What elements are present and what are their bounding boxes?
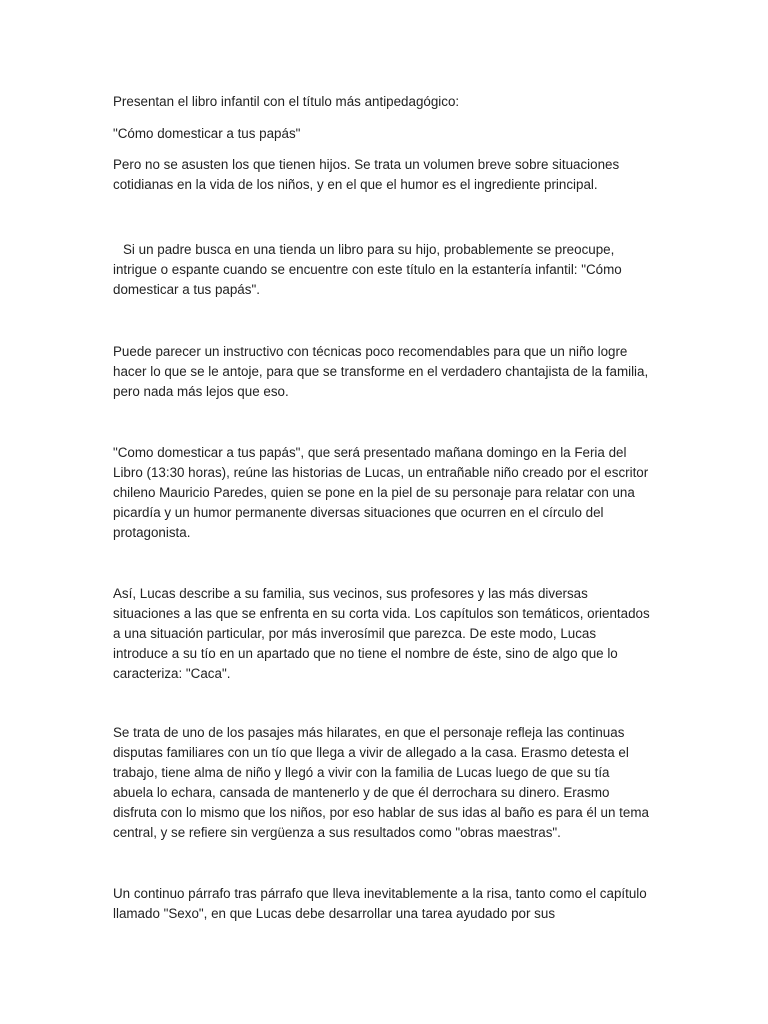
paragraph-7: Un continuo párrafo tras párrafo que lleva inevitablemente a la risa, tanto como el capítulo llamado "Sexo", en que Lucas debe desarrollar una tarea ayudado por sus	[113, 886, 647, 921]
paragraph-2: Si un padre busca en una tienda un libro para su hijo, probablemente se preocupe, intrigue o espante cuando se encuentre con este título en la estantería infantil: "Cómo domesticar a tus papás".	[113, 242, 622, 297]
paragraph-3: Puede parecer un instructivo con técnicas poco recomendables para que un niño logre hacer lo que se le antoje, para que se transforme en el verdadero chantajista de la familia, pero nada más lejos que eso.	[113, 344, 649, 399]
intro-line: Presentan el libro infantil con el título más antipedagógico:	[113, 94, 460, 109]
paragraph-4: "Como domesticar a tus papás", que será presentado mañana domingo en la Feria del Libro (13:30 horas), reúne las historias de Lucas, un entrañable niño creado por el escritor chileno Mauricio Paredes, quien se pone en la piel de su personaje para relatar con una picardía y un humor permanente diversas situaciones que ocurren en el círculo del protagonista.	[113, 445, 649, 540]
paragraph-5: Así, Lucas describe a su familia, sus vecinos, sus profesores y las más diversas situaciones a las que se enfrenta en su corta vida. Los capítulos son temáticos, orientados a una situación particular, por más inverosímil que parezca. De este modo, Lucas introduce a su tío en un apartado que no tiene el nombre de éste, sino de algo que lo caracteriza: "Caca".	[113, 586, 650, 681]
paragraph-1: Pero no se asusten los que tienen hijos. Se trata un volumen breve sobre situaciones cotidianas en la vida de los niños, y en el que el humor es el ingrediente principal.	[113, 157, 620, 192]
paragraph-6: Se trata de uno de los pasajes más hilarates, en que el personaje refleja las continuas disputas familiares con un tío que llega a vivir de allegado a la casa. Erasmo detesta el trabajo, tiene alma de niño y llegó a vivir con la familia de Lucas luego de que su tía abuela lo echara, cansada de mantenerlo y de que él derrochara su dinero. Erasmo disfruta con lo mismo que los niños, por eso hablar de sus idas al baño es para él un tema central, y se refiere sin vergüenza a sus resultados como "obras maestras".	[113, 725, 649, 840]
book-title-line: "Cómo domesticar a tus papás"	[113, 126, 301, 141]
